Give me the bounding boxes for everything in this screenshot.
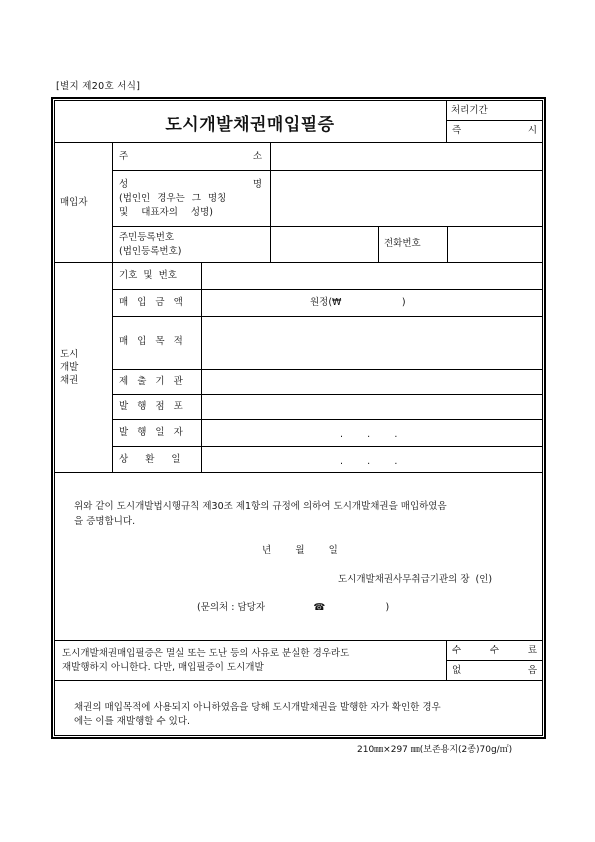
statement-line-2: 을 증명합니다. [74, 516, 136, 527]
divider [54, 142, 543, 143]
corp-note-line1: (법인인 경우는 그 명칭 [119, 193, 227, 204]
statement-date: 년 월 일 [262, 545, 338, 556]
divider [54, 680, 543, 681]
address-label: 주 소 [119, 151, 262, 162]
issuer-signature: 도시개발채권사무취급기관의 장 (인) [338, 574, 493, 585]
processing-period-value: 즉 시 [452, 125, 537, 136]
issue-date-value: . . . [340, 429, 398, 440]
redemption-date-value: . . . [340, 456, 398, 467]
divider [447, 226, 448, 262]
divider [378, 226, 379, 262]
divider [54, 640, 543, 641]
paper-spec: 210㎜×297 ㎜(보존용지(2종)70g/㎡) [357, 745, 513, 755]
reissue-note-line-1: 채권의 매입목적에 사용되지 아니하였음을 당해 도시개발채권을 발행한 자가 확인한 경우 [74, 702, 441, 713]
divider [446, 660, 543, 661]
issue-date-label: 발 행 일 자 [119, 427, 186, 438]
symbol-number-label: 기호 및 번호 [119, 270, 177, 281]
divider [201, 262, 202, 472]
phone-label: 전화번호 [384, 238, 421, 249]
divider [112, 369, 543, 370]
divider [112, 419, 543, 420]
divider [446, 100, 447, 142]
divider [446, 120, 543, 121]
divider [112, 394, 543, 395]
fee-label: 수 수 료 [452, 645, 537, 656]
form-number: [별지 제20호 서식] [56, 81, 141, 92]
notice-line-1: 도시개발채권매입필증은 멸실 또는 도난 등의 사유로 분실한 경우라도 [62, 648, 350, 659]
buyer-section-label: 매입자 [60, 197, 88, 208]
divider [112, 170, 543, 171]
statement-line-1: 위와 같이 도시개발법시행규칙 제30조 제1항의 규정에 의하여 도시개발채권을 매입하였음 [74, 501, 447, 512]
amount-value: 원정(₩ ) [310, 297, 406, 308]
bond-section-label-2: 개발 [60, 362, 79, 373]
divider [112, 289, 543, 290]
corp-registration-label: (법인등록번호) [119, 246, 182, 257]
bond-section-label-1: 도시 [60, 349, 79, 360]
bond-section-label-3: 채권 [60, 375, 79, 386]
fee-value: 없 음 [452, 665, 537, 676]
divider [112, 142, 113, 262]
processing-period-label: 처리기간 [451, 105, 488, 116]
issue-branch-label: 발 행 점 포 [119, 401, 186, 412]
redemption-date-label: 상 환 일 [119, 454, 188, 465]
purpose-label: 매 입 목 적 [119, 336, 186, 347]
contact-info: (문의처 : 담당자 ☎ ) [197, 602, 390, 613]
notice-line-2: 재발행하지 아니한다. 다만, 매입필증이 도시개발 [62, 662, 264, 673]
name-label: 성 명 [119, 179, 262, 190]
divider [54, 262, 543, 263]
divider [54, 472, 543, 473]
divider [112, 262, 113, 472]
submit-agency-label: 제 출 기 관 [119, 376, 186, 387]
reissue-note-line-2: 에는 이를 재발행할 수 있다. [74, 716, 191, 727]
form-title: 도시개발채권매입필증 [165, 115, 335, 135]
divider [112, 316, 543, 317]
divider [112, 446, 543, 447]
amount-label: 매 입 금 액 [119, 297, 186, 308]
divider [112, 226, 543, 227]
corp-note-line2: 및 대표자의 성명) [119, 207, 213, 218]
resident-number-label: 주민등록번호 [119, 232, 175, 243]
divider [270, 142, 271, 262]
